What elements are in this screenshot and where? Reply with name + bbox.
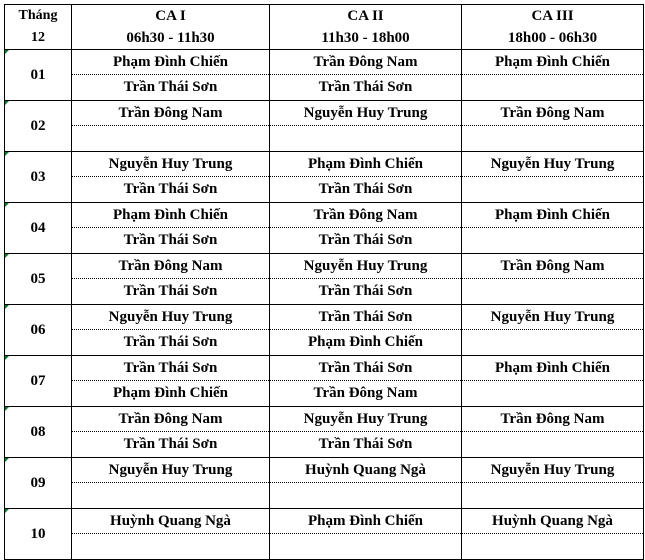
staff-primary: Trần Đông Nam [72,101,269,126]
staff-secondary [270,483,461,508]
shift-cell [270,101,462,152]
staff-primary: Nguyễn Huy Trung [270,254,461,279]
shift-cell [462,305,644,356]
day-cell: 06 [5,305,72,356]
shift-header-2 [270,5,462,50]
staff-primary: Nguyễn Huy Trung [72,152,269,177]
shift-cell [72,407,270,458]
day-cell: 08 [5,407,72,458]
staff-secondary: Trần Đông Nam [313,385,418,401]
table-row [5,305,644,356]
staff-primary: Nguyễn Huy Trung [462,152,643,177]
shift-cell [462,356,644,407]
shift-cell [270,203,462,254]
staff-primary: Phạm Đình Chiến [462,203,643,228]
shift-cell [270,152,462,203]
shift-time: 11h30 - 18h00 [321,30,410,46]
roster-body [5,50,644,560]
header-row [5,5,644,50]
table-row [5,203,644,254]
staff-primary: Nguyễn Huy Trung [72,305,269,330]
staff-primary: Trần Đông Nam [462,101,643,126]
staff-primary: Trần Thái Sơn [72,356,269,381]
shift-cell [72,305,270,356]
day-cell: 03 [5,152,72,203]
staff-primary: Huỳnh Quang Ngà [72,509,269,534]
table-row [5,254,644,305]
shift-cell [270,254,462,305]
staff-secondary: Trần Thái Sơn [318,232,413,248]
staff-primary: Nguyễn Huy Trung [462,458,643,483]
staff-primary: Trần Thái Sơn [270,305,461,330]
table-row [5,152,644,203]
day-cell: 10 [5,509,72,560]
shift-cell [72,50,270,101]
staff-primary: Phạm Đình Chiến [270,152,461,177]
shift-cell [270,305,462,356]
table-row [5,50,644,101]
shift-cell [462,50,644,101]
month-label: Tháng [18,8,58,23]
staff-secondary: Trần Thái Sơn [123,181,218,197]
shift-cell [72,254,270,305]
shift-cell [270,509,462,560]
shift-cell [270,50,462,101]
duty-roster [4,4,644,560]
month-header-cell [5,5,72,50]
shift-name: CA II [347,8,384,24]
staff-primary: Nguyễn Huy Trung [462,305,643,330]
shift-name: CA III [531,8,574,24]
staff-secondary [462,330,643,355]
staff-primary: Trần Đông Nam [72,254,269,279]
staff-secondary: Trần Thái Sơn [123,334,218,350]
staff-primary: Phạm Đình Chiến [462,50,643,75]
staff-primary: Huỳnh Quang Ngà [270,458,461,483]
shift-cell [462,254,644,305]
shift-header-3 [462,5,644,50]
staff-secondary [462,432,643,457]
shift-time: 06h30 - 11h30 [126,30,215,46]
staff-primary: Trần Đông Nam [462,407,643,432]
staff-secondary [462,228,643,253]
staff-secondary: Trần Thái Sơn [123,79,218,95]
shift-cell [462,152,644,203]
table-row [5,356,644,407]
shift-cell [72,101,270,152]
shift-cell [462,101,644,152]
table-row [5,101,644,152]
month-value: 12 [31,30,45,45]
staff-secondary [462,279,643,304]
shift-cell [72,458,270,509]
staff-secondary [270,534,461,559]
staff-secondary: Trần Thái Sơn [318,181,413,197]
day-cell: 07 [5,356,72,407]
shift-header-1 [72,5,270,50]
day-cell: 04 [5,203,72,254]
staff-primary: Phạm Đình Chiến [270,509,461,534]
staff-primary: Phạm Đình Chiến [72,203,269,228]
staff-primary: Trần Đông Nam [72,407,269,432]
table-row [5,407,644,458]
day-cell: 01 [5,50,72,101]
staff-secondary [462,177,643,202]
staff-primary: Huỳnh Quang Ngà [462,509,643,534]
staff-secondary [462,483,643,508]
shift-cell [462,509,644,560]
roster-table [4,4,644,560]
staff-secondary [72,534,269,559]
staff-secondary: Trần Thái Sơn [123,436,218,452]
staff-primary: Nguyễn Huy Trung [72,458,269,483]
staff-primary: Trần Thái Sơn [270,356,461,381]
shift-name: CA I [155,8,186,24]
table-row [5,458,644,509]
shift-cell [270,458,462,509]
shift-cell [72,356,270,407]
staff-primary: Phạm Đình Chiến [462,356,643,381]
day-cell: 05 [5,254,72,305]
shift-cell [72,509,270,560]
staff-secondary [462,381,643,406]
staff-primary: Nguyễn Huy Trung [270,101,461,126]
shift-cell [462,407,644,458]
staff-secondary [72,126,269,151]
shift-cell [72,203,270,254]
shift-cell [462,458,644,509]
staff-secondary [462,534,643,559]
day-cell: 02 [5,101,72,152]
staff-secondary [462,126,643,151]
staff-primary: Trần Đông Nam [270,203,461,228]
staff-primary: Trần Đông Nam [270,50,461,75]
shift-cell [72,152,270,203]
shift-cell [270,407,462,458]
staff-secondary [462,75,643,100]
staff-secondary [270,126,461,151]
shift-cell [270,356,462,407]
staff-secondary: Phạm Đình Chiến [307,334,424,350]
staff-primary: Nguyễn Huy Trung [270,407,461,432]
table-row [5,509,644,560]
staff-secondary [72,483,269,508]
staff-secondary: Trần Thái Sơn [318,436,413,452]
shift-time: 18h00 - 06h30 [507,30,598,46]
staff-secondary: Trần Thái Sơn [123,283,218,299]
staff-secondary: Trần Thái Sơn [318,79,413,95]
staff-secondary: Trần Thái Sơn [123,232,218,248]
staff-primary: Trần Đông Nam [462,254,643,279]
day-cell: 09 [5,458,72,509]
staff-primary: Phạm Đình Chiến [72,50,269,75]
staff-secondary: Trần Thái Sơn [318,283,413,299]
shift-cell [462,203,644,254]
staff-secondary: Phạm Đình Chiến [112,385,229,401]
